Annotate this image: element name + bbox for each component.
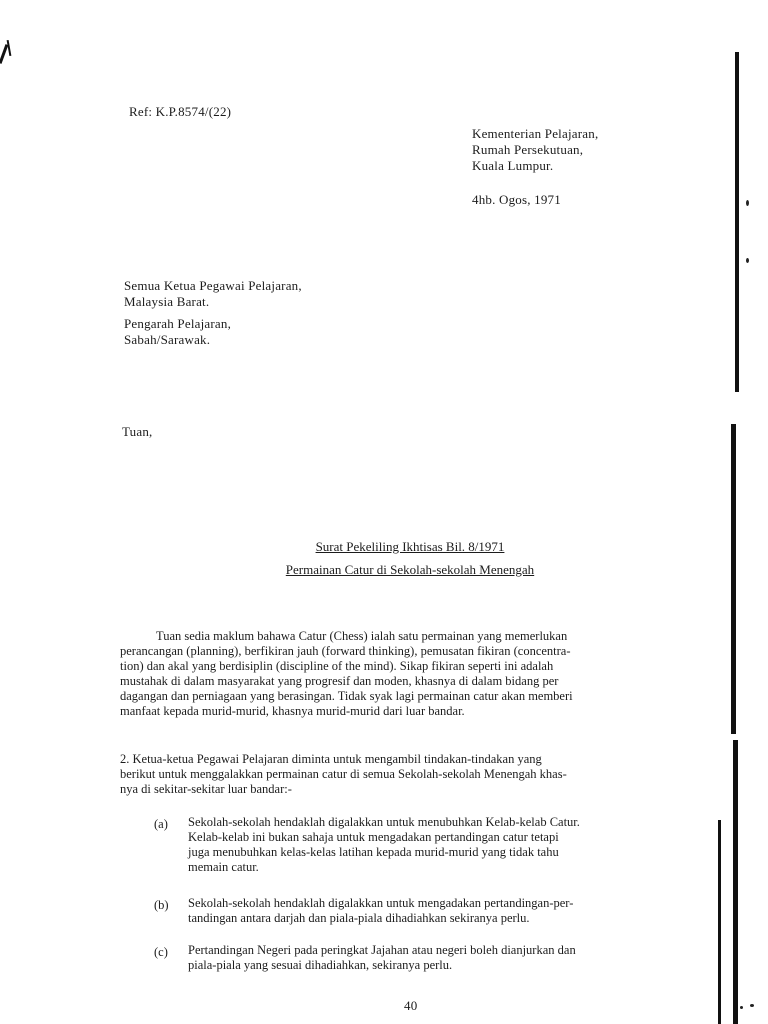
list-item-text [188,896,718,926]
recipient-line: Sabah/Sarawak. [124,332,211,347]
paragraph-line: mustahak di dalam masyarakat yang progresif dan moden, khasnya di dalam bidang per [120,674,559,688]
list-item-line: piala-piala yang sesuai dihadiahkan, sekiranya perlu. [188,958,453,972]
scan-speck [740,1006,743,1009]
page-number: 40 [404,998,418,1013]
sender-address-line: Kuala Lumpur. [472,158,554,173]
scan-speck [746,258,749,263]
list-item-label: (a) [154,817,168,831]
sender-address-line: Rumah Persekutuan, [472,142,584,157]
letter-date: 4hb. Ogos, 1971 [472,192,561,207]
scan-speck [750,1004,754,1007]
circular-subject: Permainan Catur di Sekolah-sekolah Menengah [285,562,535,577]
sender-address-line: Kementerian Pelajaran, [472,126,599,141]
list-item-line: juga menubuhkan kelas-kelas latihan kepada murid-murid yang tidak tahu [188,845,559,859]
paragraph-line: dagangan dan perniagaan yang berasingan. Tidak syak lagi permainan catur akan memberi [120,689,573,703]
list-item-line: memain catur. [188,860,259,874]
reference-number: Ref: K.P.8574/(22) [129,104,232,119]
paragraph-line: 2. Ketua-ketua Pegawai Pelajaran diminta untuk mengambil tindakan-tindakan yang [120,752,542,766]
list-item-line: Pertandingan Negeri pada peringkat Jajahan atau negeri boleh dianjurkan dan [188,943,576,957]
list-item-line: Sekolah-sekolah hendaklah digalakkan untuk mengadakan pertandingan-per- [188,896,574,910]
scan-edge-bar-mid [731,424,736,734]
circular-title: Surat Pekeliling Ikhtisas Bil. 8/1971 [315,539,505,554]
recipient-line: Pengarah Pelajaran, [124,316,232,331]
paragraph-1 [120,629,720,719]
scan-edge-bar-bottom [733,740,738,1024]
list-item-text [188,943,718,973]
recipient-line: Malaysia Barat. [124,294,210,309]
list-item-label: (c) [154,945,168,959]
paragraph-line: nya di sekitar-sekitar luar bandar:- [120,782,292,796]
scan-speck [746,200,749,206]
scan-edge-bar-top [735,52,739,392]
salutation: Tuan, [122,424,153,439]
list-item-label: (b) [154,898,169,912]
paragraph-line: tion) dan akal yang berdisiplin (discipline of the mind). Sikap fikiran seperti ini adalah [120,659,554,673]
list-item-line: Kelab-kelab ini bukan sahaja untuk mengadakan pertandingan catur tetapi [188,830,559,844]
recipient-line: Semua Ketua Pegawai Pelajaran, [124,278,302,293]
paragraph-line: manfaat kepada murid-murid, khasnya murid-murid dari luar bandar. [120,704,465,718]
list-item-line: tandingan antara darjah dan piala-piala dihadiahkan sekiranya perlu. [188,911,530,925]
list-item-text [188,815,718,875]
paragraph-line: berikut untuk menggalakkan permainan catur di semua Sekolah-sekolah Menengah khas- [120,767,567,781]
scan-edge-bar-inner [718,820,721,1024]
paragraph-line: Tuan sedia maklum bahawa Catur (Chess) ialah satu permainan yang memerlukan [156,629,568,643]
scan-corner-mark-2 [7,40,12,56]
list-item-line: Sekolah-sekolah hendaklah digalakkan untuk menubuhkan Kelab-kelab Catur. [188,815,580,829]
paragraph-line: perancangan (planning), berfikiran jauh (forward thinking), pemusatan fikiran (concentra- [120,644,571,658]
paragraph-2 [120,752,720,797]
